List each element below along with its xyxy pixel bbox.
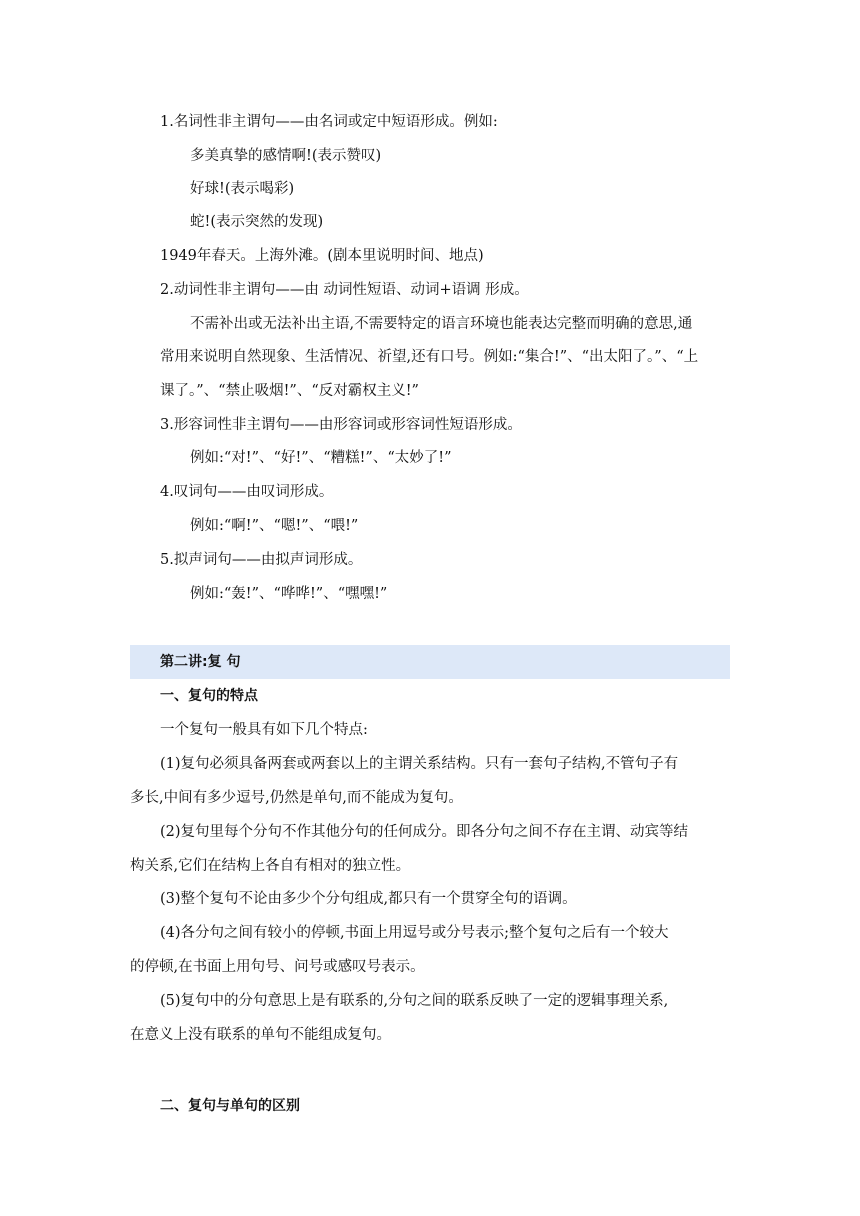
example-1: 多美真挚的感情啊!(表示赞叹): [190, 148, 382, 164]
point-3-line-1: (3)整个复句不论由多少个分句组成,都只有一个贯穿全句的语调。: [160, 891, 577, 907]
point-2-line-2: 构关系,它们在结构上各自有相对的独立性。: [130, 858, 411, 874]
point-1-line-1: (1)复句必须具备两套或两套以上的主谓关系结构。只有一套句子结构,不管句子有: [160, 756, 679, 772]
example-3: 蛇!(表示突然的发现): [190, 214, 324, 230]
paragraph-2-line-1: 不需补出或无法补出主语,不需要特定的语言环境也能表达完整而明确的意思,通: [190, 316, 693, 332]
point-4-line-2: 的停顿,在书面上用句号、问号或感叹号表示。: [130, 959, 425, 975]
subheading-2: 二、复句与单句的区别: [160, 1098, 300, 1114]
point-1-line-2: 多长,中间有多少逗号,仍然是单句,而不能成为复句。: [130, 790, 463, 806]
example-4: 1949年春天。上海外滩。(剧本里说明时间、地点): [160, 248, 484, 264]
item-4-example: 例如:“啊!”、“嗯!”、“喂!”: [190, 518, 359, 534]
item-3-example: 例如:“对!”、“好!”、“糟糕!”、“太妙了!”: [190, 450, 452, 466]
paragraph-2-line-2: 常用来说明自然现象、生活情况、祈望,还有口号。例如:“集合!”、“出太阳了。”、“上: [160, 349, 699, 365]
section-2-title: 第二讲:复 句: [160, 654, 241, 670]
paragraph-2-line-3: 课了。”、“禁止吸烟!”、“反对霸权主义!”: [160, 383, 419, 399]
subheading-1: 一、复句的特点: [160, 688, 258, 704]
point-5-line-2: 在意义上没有联系的单句不能组成复句。: [130, 1027, 391, 1043]
item-5: 5.拟声词句——由拟声词形成。: [160, 552, 363, 568]
point-2-line-1: (2)复句里每个分句不作其他分句的任何成分。即各分句之间不存在主谓、动宾等结: [160, 824, 689, 840]
item-2: 2.动词性非主谓句——由 动词性短语、动词+语调 形成。: [160, 282, 529, 298]
item-1: 1.名词性非主谓句——由名词或定中短语形成。例如:: [160, 114, 498, 130]
item-3: 3.形容词性非主谓句——由形容词或形容词性短语形成。: [160, 417, 522, 433]
intro-line: 一个复句一般具有如下几个特点:: [160, 722, 368, 738]
point-4-line-1: (4)各分句之间有较小的停顿,书面上用逗号或分号表示;整个复句之后有一个较大: [160, 925, 669, 941]
item-5-example: 例如:“轰!”、“哗哗!”、“嘿嘿!”: [190, 586, 388, 602]
point-5-line-1: (5)复句中的分句意思上是有联系的,分句之间的联系反映了一定的逻辑事理关系,: [160, 993, 669, 1009]
item-4: 4.叹词句——由叹词形成。: [160, 484, 334, 500]
section-heading-band: [130, 645, 730, 679]
example-2: 好球!(表示喝彩): [190, 181, 295, 197]
